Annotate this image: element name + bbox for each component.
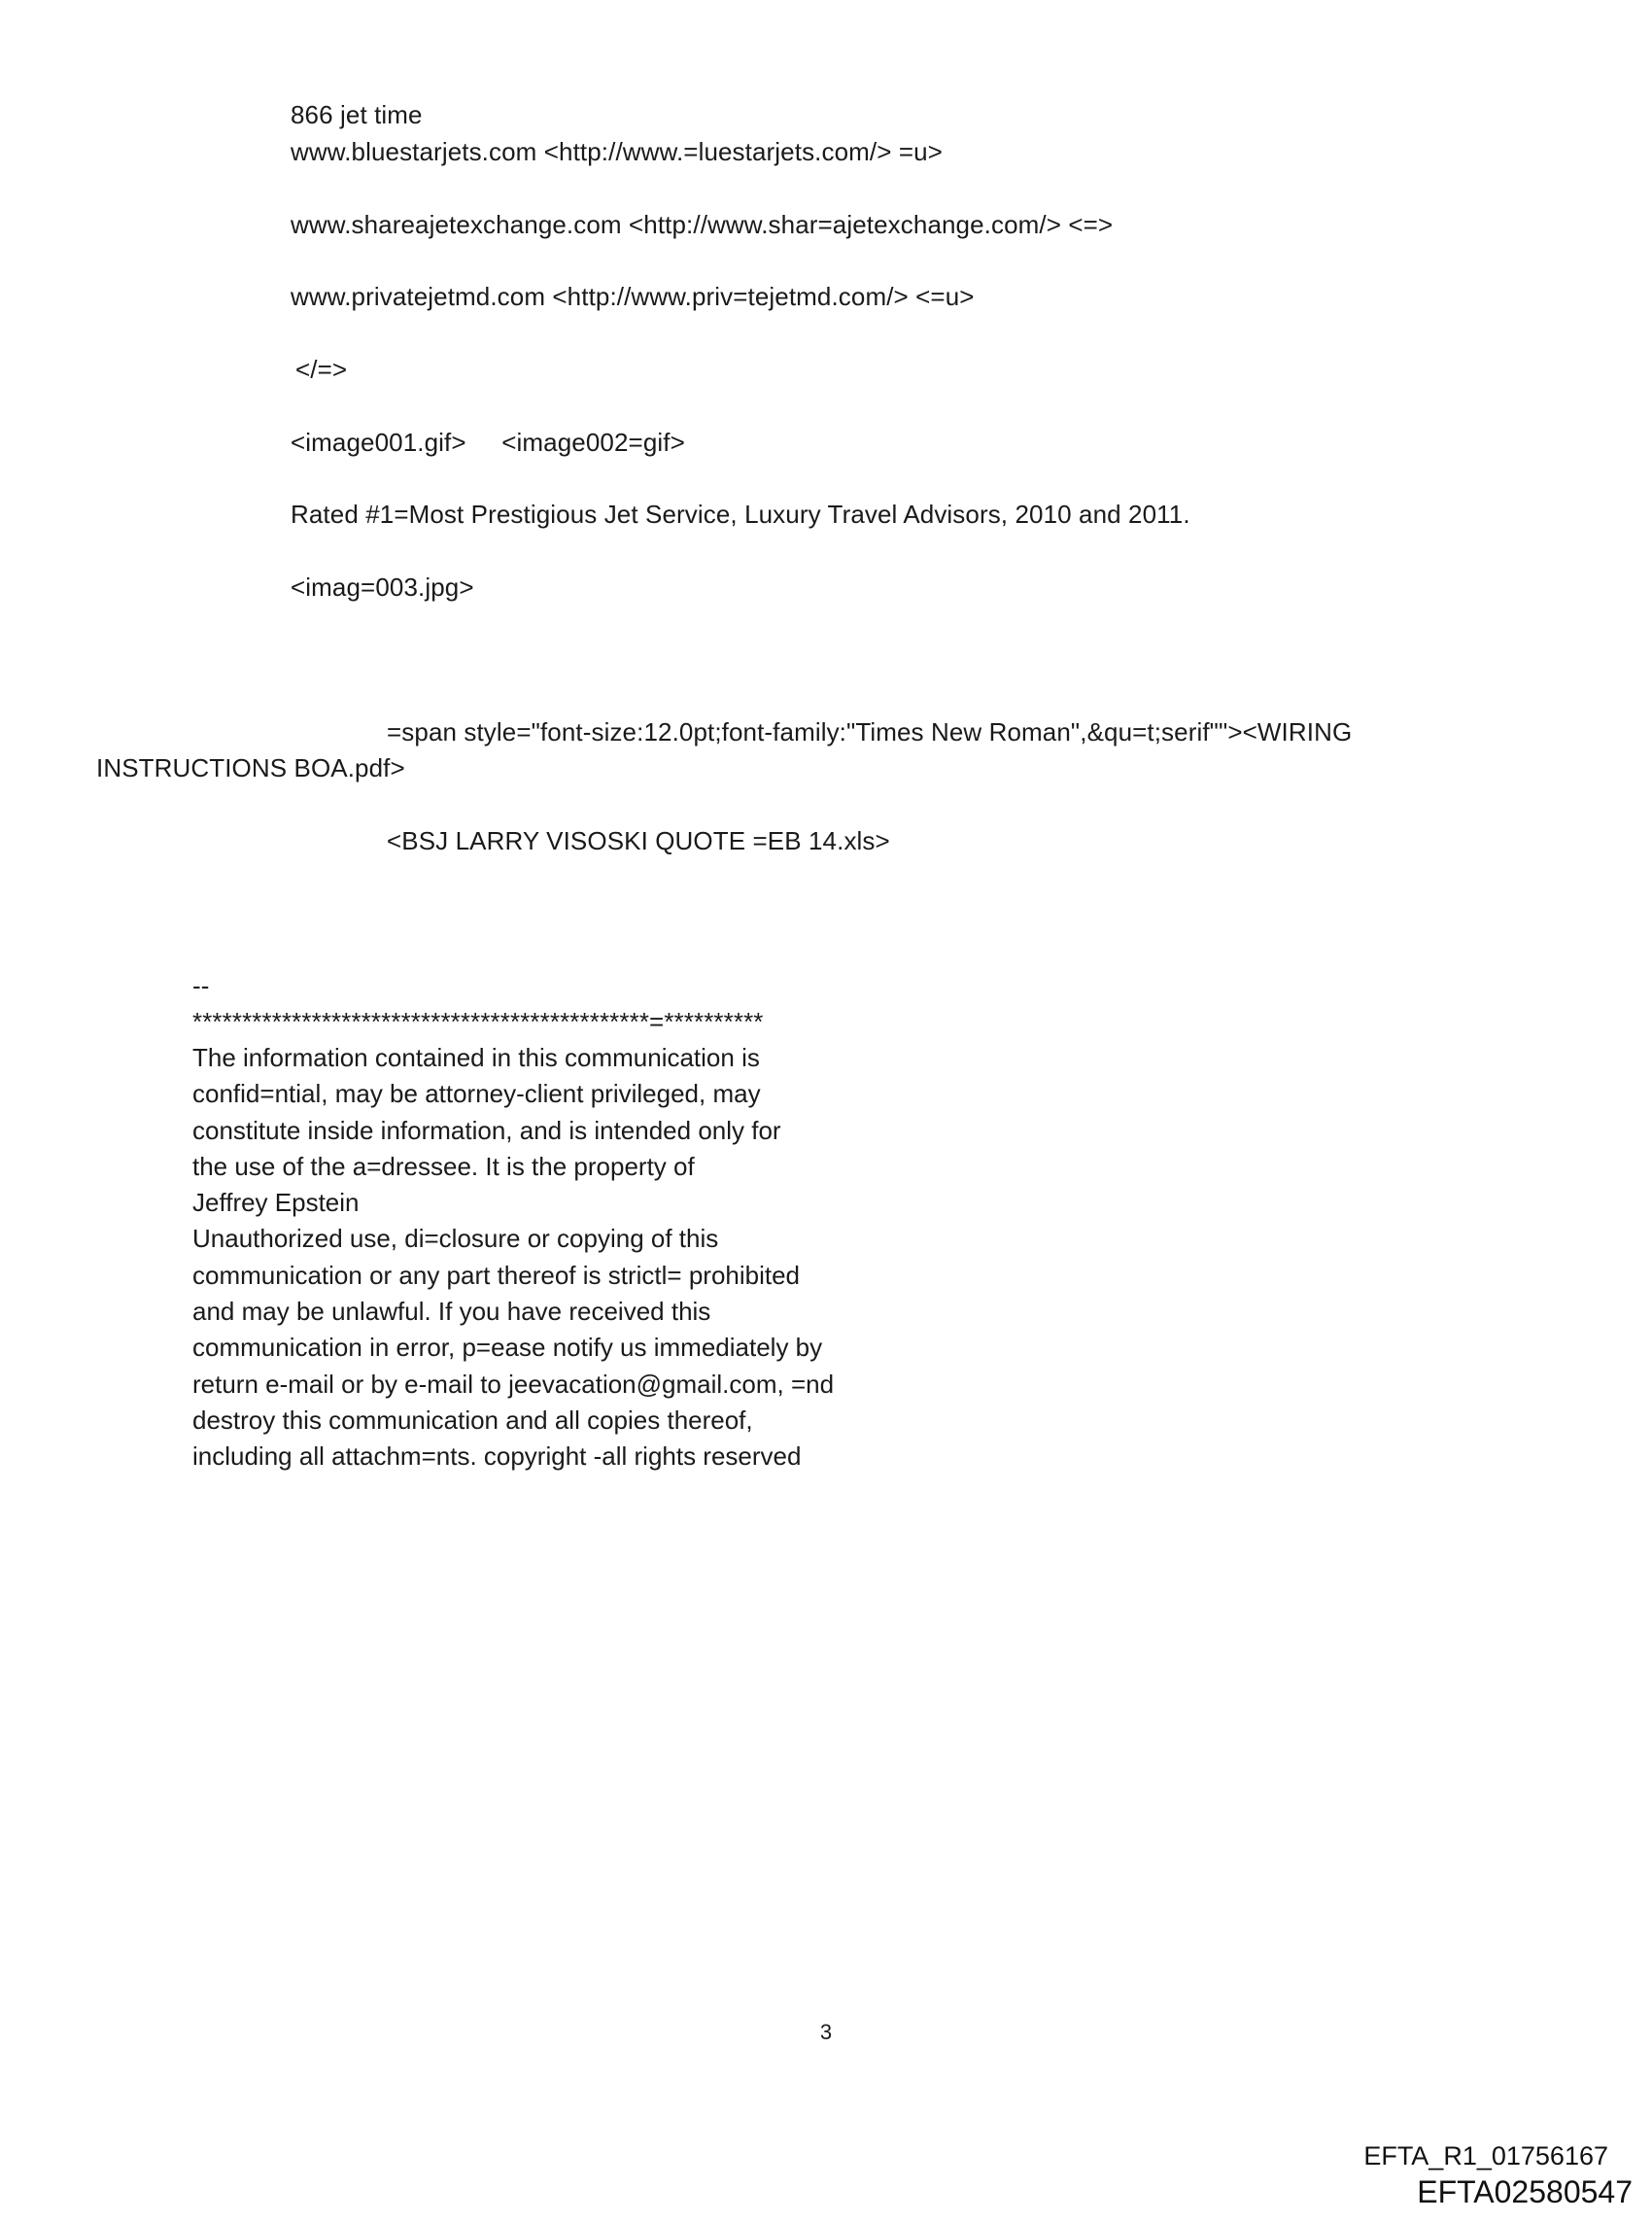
disclaimer-line: and may be unlawful. If you have received this — [192, 1297, 711, 1327]
bates-number-primary: EFTA_R1_01756167 — [1363, 2141, 1608, 2170]
shareajet-link[interactable]: www.shareajetexchange.com <http://www.shar=ajetexchange.com/> <=> — [291, 210, 1114, 239]
jet-time-text: 866 jet time — [291, 100, 423, 129]
disclaimer-line: The information contained in this communication is — [192, 1043, 760, 1072]
confidentiality-disclaimer — [192, 1040, 950, 1476]
disclaimer-line: return e-mail or by e-mail to jeevacation@gmail.com, =nd — [192, 1369, 835, 1399]
disclaimer-stars: **********************************************=********** — [192, 1007, 764, 1036]
image3-placeholder-text: <imag=003.jpg> — [291, 573, 474, 602]
close-tag-text: </=> — [295, 355, 348, 384]
image-placeholders-text: <image001.gif> <image002=gif> — [291, 428, 685, 457]
disclaimer-line: Unauthorized use, di=closure or copying of this — [192, 1224, 719, 1254]
disclaimer-line: including all attachm=nts. copyright -all rights reserved — [192, 1441, 802, 1472]
bluestar-link[interactable]: www.bluestarjets.com <http://www.=luestarjets.com/> =u> — [291, 137, 943, 166]
disclaimer-line: constitute inside information, and is intended only for — [192, 1115, 781, 1145]
signature-dashes: -- — [192, 971, 210, 1000]
bates-number-secondary: EFTA02580547 — [1417, 2174, 1633, 2209]
disclaimer-line: communication or any part thereof is strictl= prohibited — [192, 1260, 801, 1290]
rated-text: Rated #1=Most Prestigious Jet Service, Luxury Travel Advisors, 2010 and 2011. — [291, 500, 1190, 529]
page-number: 3 — [819, 2020, 833, 2044]
disclaimer-line: confid=ntial, may be attorney-client privileged, may — [192, 1079, 761, 1109]
disclaimer-line: the use of the a=dressee. It is the property of — [192, 1151, 695, 1181]
wiring-attachment-line2: INSTRUCTIONS BOA.pdf> — [96, 753, 405, 782]
disclaimer-line: communication in error, p=ease notify us immediately by — [192, 1333, 823, 1363]
wiring-attachment-line1: =span style="font-size:12.0pt;font-family:"Times New Roman",&qu=t;serif""><WIRING — [387, 717, 1353, 746]
quote-attachment: <BSJ LARRY VISOSKI QUOTE =EB 14.xls> — [387, 826, 890, 855]
privatejet-link[interactable]: www.privatejetmd.com <http://www.priv=tejetmd.com/> <=u> — [291, 282, 975, 311]
disclaimer-line: destroy this communication and all copies thereof, — [192, 1405, 753, 1435]
disclaimer-line: Jeffrey Epstein — [192, 1188, 360, 1218]
